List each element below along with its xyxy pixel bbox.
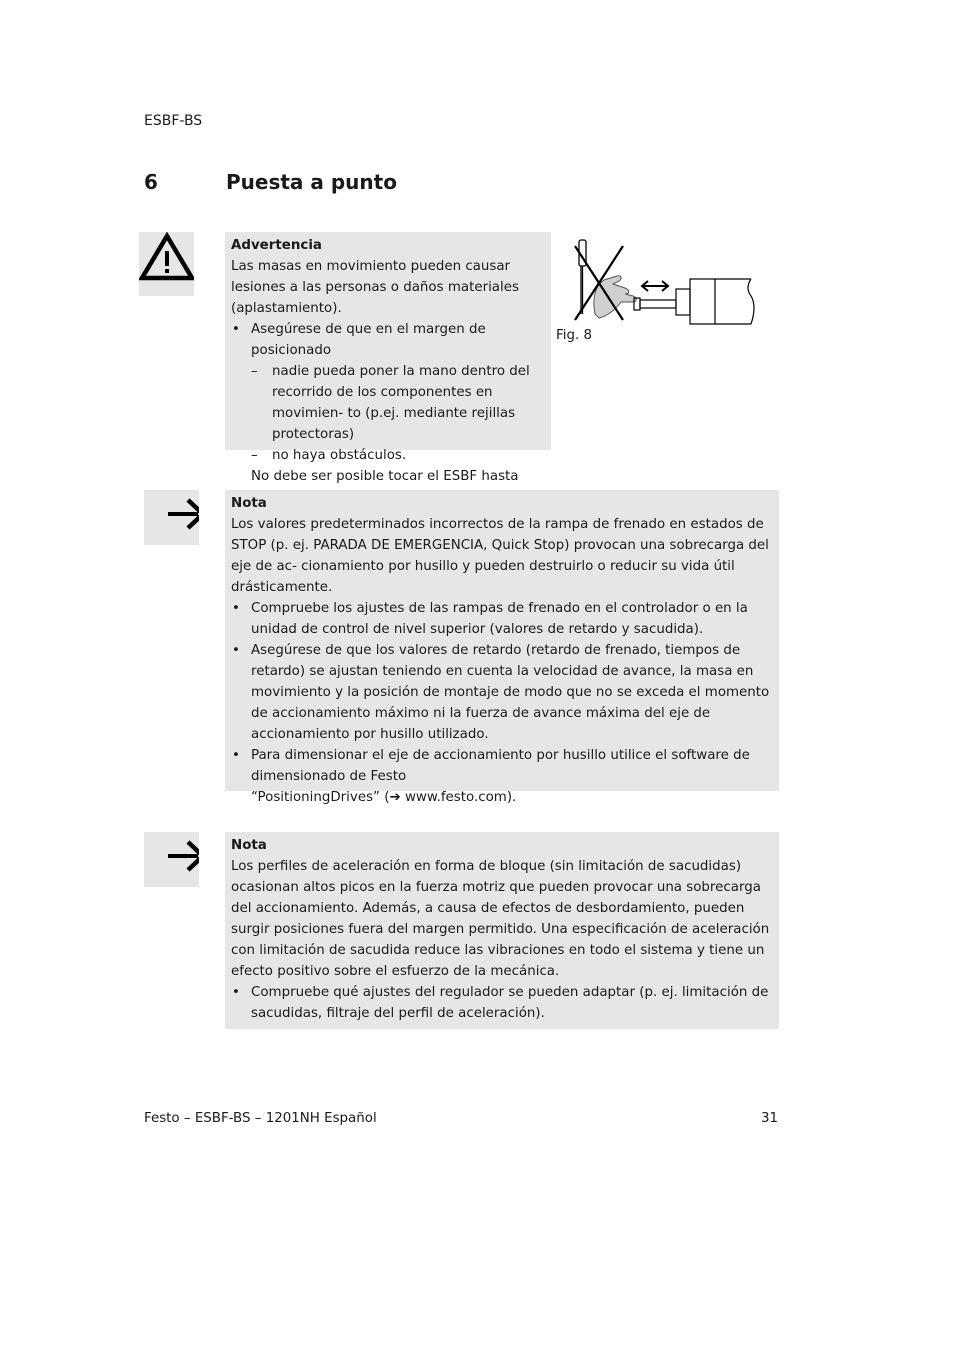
warning-triangle-icon xyxy=(139,232,194,296)
note-intro: Los valores predeterminados incorrectos de la rampa de frenado en estados de STOP (p. ej. PARADA DE EMERGENCIA, Quick Stop) provocan una sobrecarga del eje de ac- cionamiento por husillo y pueden destruirlo o reducir su vida útil drásticamente. xyxy=(231,517,769,595)
warning-dash-list xyxy=(251,361,545,466)
note-icon-box xyxy=(144,490,199,545)
software-link-text: “PositioningDrives” (➔ www.festo.com). xyxy=(251,790,517,805)
warning-bullet-text: Asegúrese de que en el margen de posicionado xyxy=(251,322,486,358)
warning-intro: Las masas en movimiento pueden causar lesiones a las personas o daños materiales (aplastamiento). xyxy=(231,259,519,316)
note-box-acceleration xyxy=(225,832,779,1029)
warning-icon-box xyxy=(139,232,194,296)
list-item: • Compruebe los ajustes de las rampas de frenado en el controlador o en la unidad de control de nivel superior (valores de retardo y sacudida). xyxy=(231,598,773,640)
note-icon-box xyxy=(144,832,199,887)
note-heading: Nota xyxy=(231,838,267,853)
list-item: • Asegúrese de que los valores de retardo (retardo de frenado, tiempos de retardo) se ajustan teniendo en cuenta la velocidad de avance, la masa en movimiento y la posición de montaje de modo que no se exceda el momento de accionamiento máximo ni la fuerza de avance máxima del eje de accionamiento por husillo utilizado. xyxy=(231,640,773,745)
list-item xyxy=(231,745,773,808)
footer-doc-info: Festo – ESBF-BS – 1201NH Español xyxy=(144,1111,377,1126)
note-bullet-list xyxy=(231,598,773,808)
list-item: – nadie pueda poner la mano dentro del recorrido de los componentes en movimien- to (p.ej. mediante rejillas protectoras) xyxy=(251,361,545,445)
list-item xyxy=(231,319,545,466)
list-item-text: Para dimensionar el eje de accionamiento por husillo utilice el software de dimensionado de Festo xyxy=(251,748,750,784)
figure-caption: Fig. 8 xyxy=(556,328,592,343)
arrow-right-icon xyxy=(144,832,199,887)
note-box-braking xyxy=(225,490,779,805)
warning-bullet-list xyxy=(231,319,545,466)
note-bullet-list xyxy=(231,982,773,1024)
figure-illustration xyxy=(555,236,760,328)
double-arrow-icon xyxy=(642,281,668,291)
section-number: 6 xyxy=(144,170,158,194)
warning-heading: Advertencia xyxy=(231,238,322,253)
list-item: • Compruebe qué ajustes del regulador se pueden adaptar (p. ej. limitación de sacudidas, filtraje del perfil de aceleración). xyxy=(231,982,773,1024)
page-number: 31 xyxy=(760,1111,778,1126)
note-intro: Los perfiles de aceleración en forma de bloque (sin limitación de sacudidas) ocasionan altos picos en la fuerza motriz que pueden provocar una sobrecarga del accionamiento. Además, a causa de efectos de desbordamiento, pueden surgir posiciones fuera del margen permitido. Una especificación de aceleración con limitación de sacudida reduce las vibraciones en todo el sistema y tiene un efecto positivo sobre el esfuerzo de la mecánica. xyxy=(231,859,770,979)
running-header: ESBF-BS xyxy=(144,113,203,129)
section-title: Puesta a punto xyxy=(226,170,397,194)
warning-box xyxy=(225,232,551,484)
note-heading: Nota xyxy=(231,496,267,511)
list-item: – no haya obstáculos. xyxy=(251,445,545,466)
arrow-right-icon xyxy=(144,490,199,545)
warning-closing: No debe ser posible tocar el ESBF hasta xyxy=(251,469,519,484)
